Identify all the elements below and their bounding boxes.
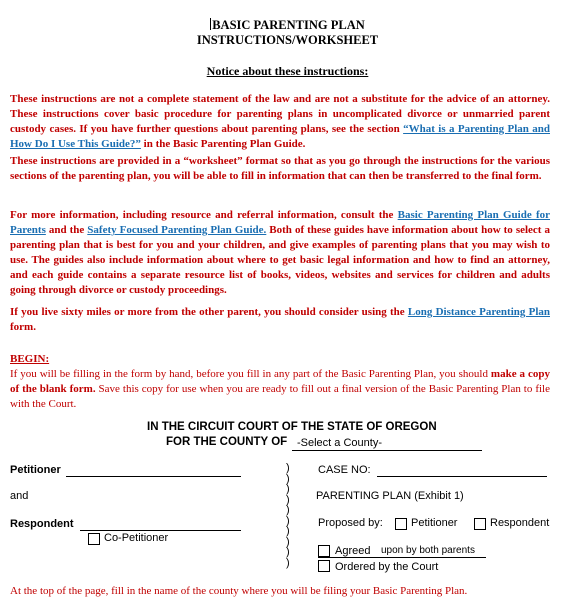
begin-text-a: If you will be filling in the form by hand, before you fill in any part of the Basic Parenting Plan, you should (10, 368, 491, 380)
proposed-respondent-label: Respondent (490, 517, 550, 529)
county-select[interactable]: -Select a County- (297, 437, 382, 449)
paren-7: ) (286, 525, 290, 537)
notice-heading (0, 64, 575, 79)
and-label: and (10, 490, 29, 502)
proposed-petitioner-label: Petitioner (411, 517, 458, 529)
caption-divider (286, 463, 296, 568)
paren-4: ) (286, 493, 290, 506)
agreed-underline (318, 557, 486, 558)
case-no-label: CASE NO: (318, 464, 371, 476)
p3-text-a: For more information, including resource and referral information, consult the (10, 209, 398, 221)
ordered-label: Ordered by the Court (335, 561, 439, 573)
paren-6: ) (286, 514, 290, 527)
p4-text-a: If you live sixty miles or more from the other parent, you should consider using the (10, 306, 408, 318)
footer-instruction: At the top of the page, fill in the name of the county where you will be filing your Basic Parenting Plan. (10, 585, 468, 597)
p3-text-b: and the (45, 224, 88, 236)
instructions-paragraph-4 (10, 305, 550, 335)
p4-text-b: form. (10, 321, 36, 333)
p3-text-c: Both of these guides have information about how to select a parenting plan that is best for you and your children, and give examples of parenting plans that you may wish to use. The guides also include information about where to get basic legal information and how to find an attorney, and each guide contains a separate resource list of books, videos, websites and services for children and adults going through divorce or custody proceedings. (10, 224, 550, 296)
respondent-name-field[interactable] (80, 530, 241, 531)
begin-heading: BEGIN: (10, 353, 50, 365)
copetitioner-label: Co-Petitioner (104, 532, 169, 544)
agreed-checkbox[interactable] (318, 545, 330, 557)
notice-text: Notice about these instructions: (206, 64, 369, 78)
petitioner-label: Petitioner (10, 464, 61, 476)
begin-section (10, 352, 550, 412)
agreed-label: Agreed (335, 545, 371, 557)
court-heading: IN THE CIRCUIT COURT OF THE STATE OF OREGON (147, 421, 437, 433)
basic-parenting-plan-guide-link[interactable]: Basic Parenting Plan Guide for Parents (10, 209, 551, 236)
instructions-paragraph-2: These instructions are provided in a “worksheet” format so that as you go through the instructions for the various sections of the parenting plan, you will be able to fill in information that can then be transferred to the final form. (10, 155, 550, 182)
paren-2: ) (286, 472, 290, 485)
proposed-petitioner-checkbox[interactable] (395, 518, 407, 530)
agreed-suffix: upon by both parents (381, 545, 475, 556)
title-line-2: INSTRUCTIONS/WORKSHEET (196, 33, 379, 47)
paren-5: ) (286, 504, 290, 516)
petitioner-name-field[interactable] (66, 476, 241, 477)
case-no-field[interactable] (377, 476, 547, 477)
instructions-paragraph-3 (10, 208, 550, 298)
long-distance-plan-link[interactable]: Long Distance Parenting Plan (407, 306, 550, 318)
county-label: FOR THE COUNTY OF (166, 436, 288, 448)
county-underline (292, 450, 482, 451)
respondent-label: Respondent (10, 518, 74, 530)
p1-text-a: These instructions are not a complete statement of the law and are not a substitute for the advice of an attorney. These instructions cover basic procedure for parenting plans in uncomplicated divorce or unmarried parent custody cases. If you have further questions about parenting plans, see the section (10, 93, 550, 135)
proposed-respondent-checkbox[interactable] (474, 518, 486, 530)
what-is-parenting-plan-link[interactable]: “What is a Parenting Plan and How Do I Use This Guide?” (10, 123, 550, 150)
copetitioner-checkbox[interactable] (88, 533, 100, 545)
paren-1: ) (286, 462, 290, 474)
safety-focused-guide-link[interactable]: Safety Focused Parenting Plan Guide. (87, 224, 267, 236)
ordered-checkbox[interactable] (318, 560, 330, 572)
title-line-1 (0, 18, 575, 33)
p1-text-b: in the Basic Parenting Plan Guide. (140, 138, 306, 150)
instructions-paragraph-1 (10, 92, 550, 152)
paren-8: ) (286, 535, 290, 548)
paren-10: ) (286, 556, 290, 569)
begin-bold-text: make a copy of the blank form. (10, 368, 550, 395)
proposed-by-label: Proposed by: (318, 517, 383, 529)
parenting-plan-label: PARENTING PLAN (Exhibit 1) (316, 490, 464, 502)
paren-9: ) (286, 546, 290, 558)
paren-3: ) (286, 483, 290, 495)
title-text-1: BASIC PARENTING PLAN (212, 18, 365, 32)
begin-text-b: Save this copy for use when you are ready to fill out a final version of the Basic Parenting Plan to file with the Court. (10, 383, 550, 410)
